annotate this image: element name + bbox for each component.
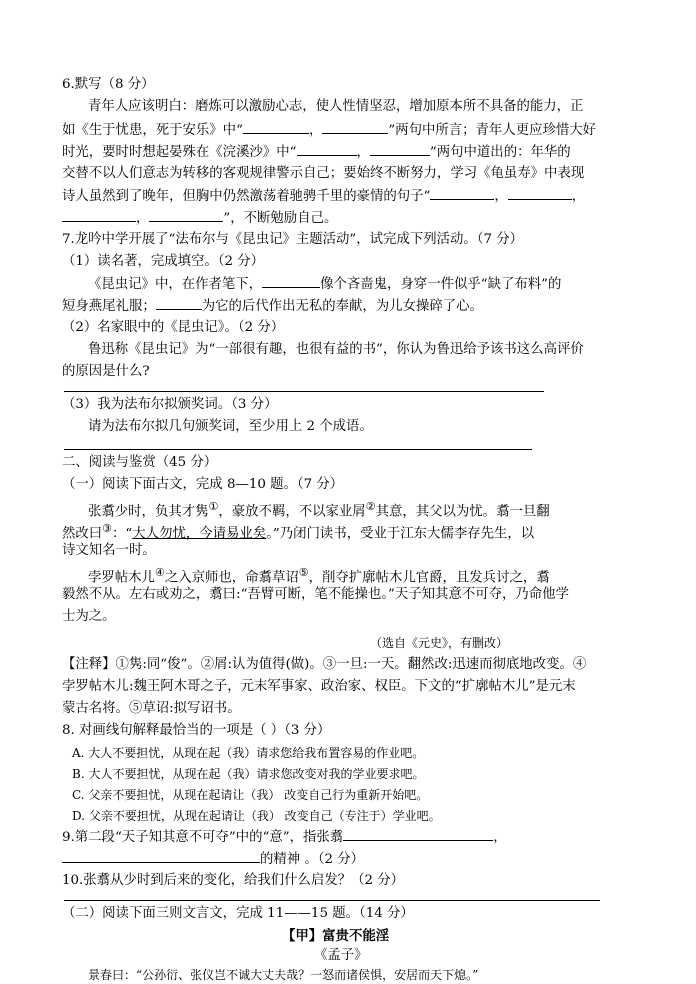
answer-line[interactable] xyxy=(64,449,532,450)
option-c[interactable]: C. 父亲不要担忧，从现在起请让（我） 改变自己行为重新开始吧。 xyxy=(72,788,429,802)
q6-line: 交替不以人们意志为转移的客观规律警示自己；要始终不断努力，学习《龟虽寿》中表现 xyxy=(62,166,585,181)
option-b[interactable]: B. 大人不要担忧，从现在起（我）请求您改变对我的学业要求吧。 xyxy=(72,767,425,781)
answer-blank[interactable] xyxy=(243,121,309,134)
answer-line[interactable] xyxy=(64,391,544,392)
text-title: 【甲】富贵不能淫 xyxy=(282,928,390,944)
q6-line: ， ”，不断勉励自己。 xyxy=(62,209,337,228)
q6-line: 如《生于忧患，死于安乐》中“ ， ”两句中所言；青年人更应珍惜大好 xyxy=(62,123,597,138)
passage-line: 士为之。 xyxy=(62,609,116,624)
answer-blank[interactable] xyxy=(430,187,494,200)
answer-blank[interactable] xyxy=(297,143,357,156)
passage-line: 然改曰③：“大人勿忧，今请易业矣。”乃闭门读书，受业于江东大儒李存先生，以 xyxy=(62,522,535,542)
q7-sub1: （1）读名著，完成填空。（2 分） xyxy=(62,254,265,269)
source-note: （选自《元史》，有删改） xyxy=(370,636,509,650)
option-d[interactable]: D. 父亲不要担忧，从现在起请让（我） 改变自己（专注于）学业吧。 xyxy=(72,809,441,823)
answer-blank[interactable] xyxy=(343,828,493,841)
annotation: 孛罗帖木儿:魏王阿木哥之子，元末军事家、政治家、权臣。下文的“扩廓帖木儿”是元末 xyxy=(62,679,576,694)
subsection-heading: （二）阅读下面三则文言文，完成 11——15 题。（14 分） xyxy=(62,906,414,921)
answer-blank[interactable] xyxy=(62,850,260,863)
q7-line: 短身燕尾礼服； 为它的后代作出无私的奉献，为儿女操碎了心。 xyxy=(62,299,483,314)
answer-blank[interactable] xyxy=(156,297,202,310)
annotation: 【注释】①隽:同“俊”。②屑:认为值得(做)。③一旦:一天。翻然改:迅速而彻底地改变。④ xyxy=(62,657,587,672)
q7-line: 鲁迅称《昆虫记》为“一部很有趣，也很有益的书”，你认为鲁迅给予该书这么高评价 xyxy=(88,342,584,357)
answer-blank[interactable] xyxy=(62,209,136,222)
subsection-heading: （一）阅读下面古文，完成 8—10 题。（7 分） xyxy=(62,477,344,492)
q6-heading: 6.默写（8 分） xyxy=(62,77,155,92)
q7-line: 的原因是什么? xyxy=(62,364,150,379)
underlined-sentence: 大人勿忧，今请易业矣 xyxy=(132,526,267,542)
q7-line: 请为法布尔拟几句颁奖词，至少用上 2 个成语。 xyxy=(88,419,373,434)
q7-sub2: （2）名家眼中的《昆虫记》。（2 分） xyxy=(62,320,285,335)
answer-blank[interactable] xyxy=(262,275,320,288)
passage-line: 张翥少时，负其才隽①，豪放不羁，不以家业屑②其意，其父以为忧。翥一旦翻 xyxy=(88,500,550,520)
passage-line: 毅然不从。左右或劝之，翥曰:“吾臂可断，笔不能操也。”天子知其意不可夺，乃命他学 xyxy=(62,587,569,602)
q8-question: 8. 对画线句解释最恰当的一项是（ ）（3 分） xyxy=(62,723,331,738)
q7-sub3: （3）我为法布尔拟颁奖词。（3 分） xyxy=(62,397,278,412)
option-a[interactable]: A. 大人不要担忧，从现在起（我）请求您给我布置容易的作业吧。 xyxy=(72,746,425,760)
q6-line: 诗人虽然到了晚年，但胸中仍然激荡着驰骋千里的豪情的句子“ ， ， xyxy=(62,189,586,204)
q9-question: 的精神 。（2 分） xyxy=(62,850,364,869)
answer-blank[interactable] xyxy=(508,187,572,200)
q7-line: 《昆虫记》中，在作者笔下， 像个吝啬鬼，身穿一件似乎“缺了布料”的 xyxy=(88,277,562,292)
annotation: 蒙古名将。⑤草诏:拟写诏书。 xyxy=(62,701,241,716)
section-heading: 二、阅读与鉴赏（45 分） xyxy=(62,455,218,470)
answer-line[interactable] xyxy=(64,900,600,901)
answer-blank[interactable] xyxy=(370,143,430,156)
answer-blank[interactable] xyxy=(322,121,388,134)
q9-question: 9.第二段“天子知其意不可夺”中的“意”，指张翥 ， xyxy=(62,830,507,845)
q7-heading: 7.龙吟中学开展了“法布尔与《昆虫记》主题活动”，试完成下列活动。（7 分） xyxy=(62,232,524,247)
answer-blank[interactable] xyxy=(149,209,223,222)
q6-line: 青年人应该明白：磨炼可以激励心志，使人性情坚忍，增加原本所不具备的能力，正 xyxy=(88,99,584,114)
passage-line: 孛罗帖木儿④之入京师也，命翥草诏⑤，削夺扩廓帖木儿官爵，且发兵讨之，翥 xyxy=(88,566,550,586)
passage-line: 诗文知名一时。 xyxy=(62,543,156,558)
q6-line: 时光，要时时想起晏殊在《浣溪沙》中“ ， ”两句中道出的：年华的 xyxy=(62,145,571,160)
q10-question: 10.张翥从少时到后来的变化，给我们什么启发？（2 分） xyxy=(62,873,405,888)
text-author: 《孟子》 xyxy=(314,948,368,963)
classical-text-line: 景春曰：“公孙衍、张仪岂不诚大丈夫哉？一怒而诸侯惧，安居而天下熄。” xyxy=(88,968,479,982)
